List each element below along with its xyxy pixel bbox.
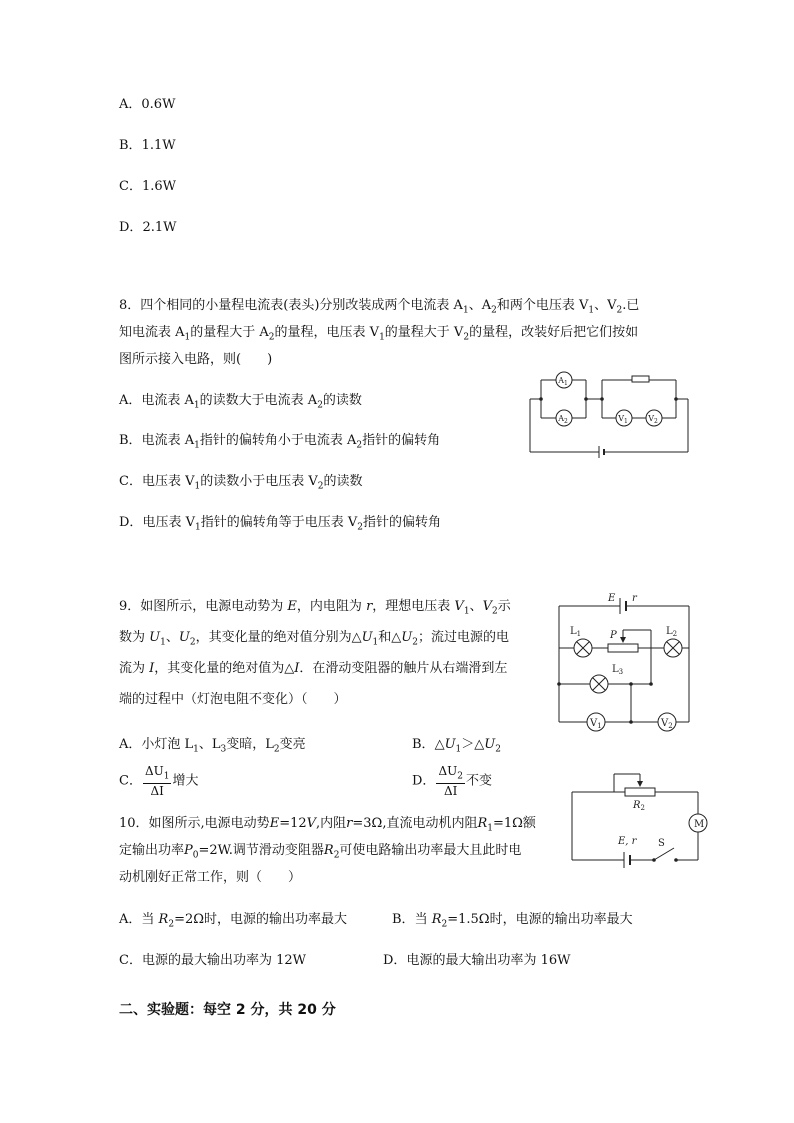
q8-option-d: D．电压表 $V_1$指针的偏转角等于电压表 $V_2$指针的偏转角 [119, 515, 441, 533]
q10-option-d: D．电源的最大输出功率为 16W [383, 953, 571, 968]
svg-text:L3: $L_3$ [612, 664, 624, 676]
svg-text:A1: $A_1$ [558, 376, 568, 387]
q8-circuit-diagram [528, 368, 690, 454]
q10-stem-line-3: 动机刚好正常工作，则（ ） [119, 870, 302, 885]
svg-text:L1: $L_1$ [570, 626, 582, 638]
q9-option-d: D． $\frac{\Delta U_2}{\Delta I}$ 不变 [412, 764, 492, 799]
svg-text:E: E [608, 593, 616, 604]
q9-circuit-diagram [556, 588, 692, 736]
q9-stem-line-4: 端的过程中（灯泡电阻不变化）（ ） [119, 692, 347, 707]
q9-option-c: C． $\frac{\Delta U_1}{\Delta I}$ 增大 [119, 764, 199, 799]
svg-text:V2: $V_2$ [648, 414, 658, 425]
svg-text:A2: $A_2$ [558, 414, 568, 425]
svg-text:E, r: E, r [618, 836, 637, 847]
svg-text:S: S [658, 838, 665, 849]
q9-stem-line-3: 流为 I，其变化量的绝对值为△I．在滑动变阻器的触片从右端滑到左 [119, 661, 508, 676]
svg-text:L2: $L_2$ [666, 626, 678, 638]
q7-option-c: C．1.6W [119, 179, 176, 194]
q8-option-c: C．电压表 $V_1$的读数小于电压表 $V_2$的读数 [119, 474, 363, 492]
q9-stem-line-2: 数为 $U_1$、$U_2$，其变化量的绝对值分别为$\triangle U_1$和$\triangle U_2$；流过电源的电 [119, 630, 509, 648]
svg-text:R2: $R_2$ [633, 800, 645, 812]
q8-option-b: B．电流表 $A_1$指针的偏转角小于电流表 $A_2$指针的偏转角 [119, 433, 441, 451]
q7-option-b: B．1.1W [119, 138, 176, 153]
q10-option-b: B．当 $R_2=1.5\Omega$时，电源的输出功率最大 [392, 912, 633, 930]
svg-text:V2: $V_2$ [661, 718, 673, 730]
q10-option-c: C．电源的最大输出功率为 12W [119, 953, 306, 968]
svg-text:P: P [610, 630, 617, 641]
svg-text:r: r [632, 593, 637, 604]
q9-option-a: A．小灯泡 $L_1$、$L_3$变暗，$L_2$变亮 [119, 737, 306, 755]
q8-stem-line-3: 图所示接入电路，则( ) [119, 352, 273, 367]
q7-option-a: A．0.6W [119, 97, 176, 112]
q10-circuit-diagram [570, 768, 712, 872]
q9-option-b: B．$\triangle U_1>\triangle U_2$ [412, 737, 501, 755]
q8-option-a: A．电流表 $A_1$的读数大于电流表 $A_2$的读数 [119, 393, 362, 411]
q8-stem-line-1: 8．四个相同的小量程电流表(表头)分别改装成两个电流表 $A_1$、$A_2$和两个电压表 $V_1$、$V_2$.已 [119, 298, 640, 316]
q10-stem-line-1: 10．如图所示,电源电动势E=12V,内阻r=3Ω,直流电动机内阻$R_1=1\Omega$额 [119, 816, 536, 834]
svg-text:V1: $V_1$ [618, 414, 628, 425]
q9-stem-line-1: 9．如图所示，电源电动势为 E，内电阻为 r，理想电压表 $V_1$、$V_2$示 [119, 599, 511, 617]
svg-text:M: M [694, 819, 705, 830]
fraction: $\frac{\Delta U_1}{\Delta I}$ [144, 764, 170, 799]
q10-stem-line-2: 定输出功率$P_0=2W$.调节滑动变阻器$R_2$可使电路输出功率最大且此时电 [119, 843, 522, 861]
svg-text:V1: $V_1$ [590, 718, 602, 730]
fraction: $\frac{\Delta U_2}{\Delta I}$ [438, 764, 463, 799]
q8-stem-line-2: 知电流表 $A_1$的量程大于 $A_2$的量程，电压表 $V_1$的量程大于 $V_2$的量程，改装好后把它们按如 [119, 325, 639, 343]
q7-option-d: D．2.1W [119, 220, 177, 235]
section-heading: 二、实验题：每空 2 分，共 20 分 [119, 1002, 336, 1018]
q10-option-a: A．当 $R_2=2\Omega$时，电源的输出功率最大 [119, 912, 348, 930]
